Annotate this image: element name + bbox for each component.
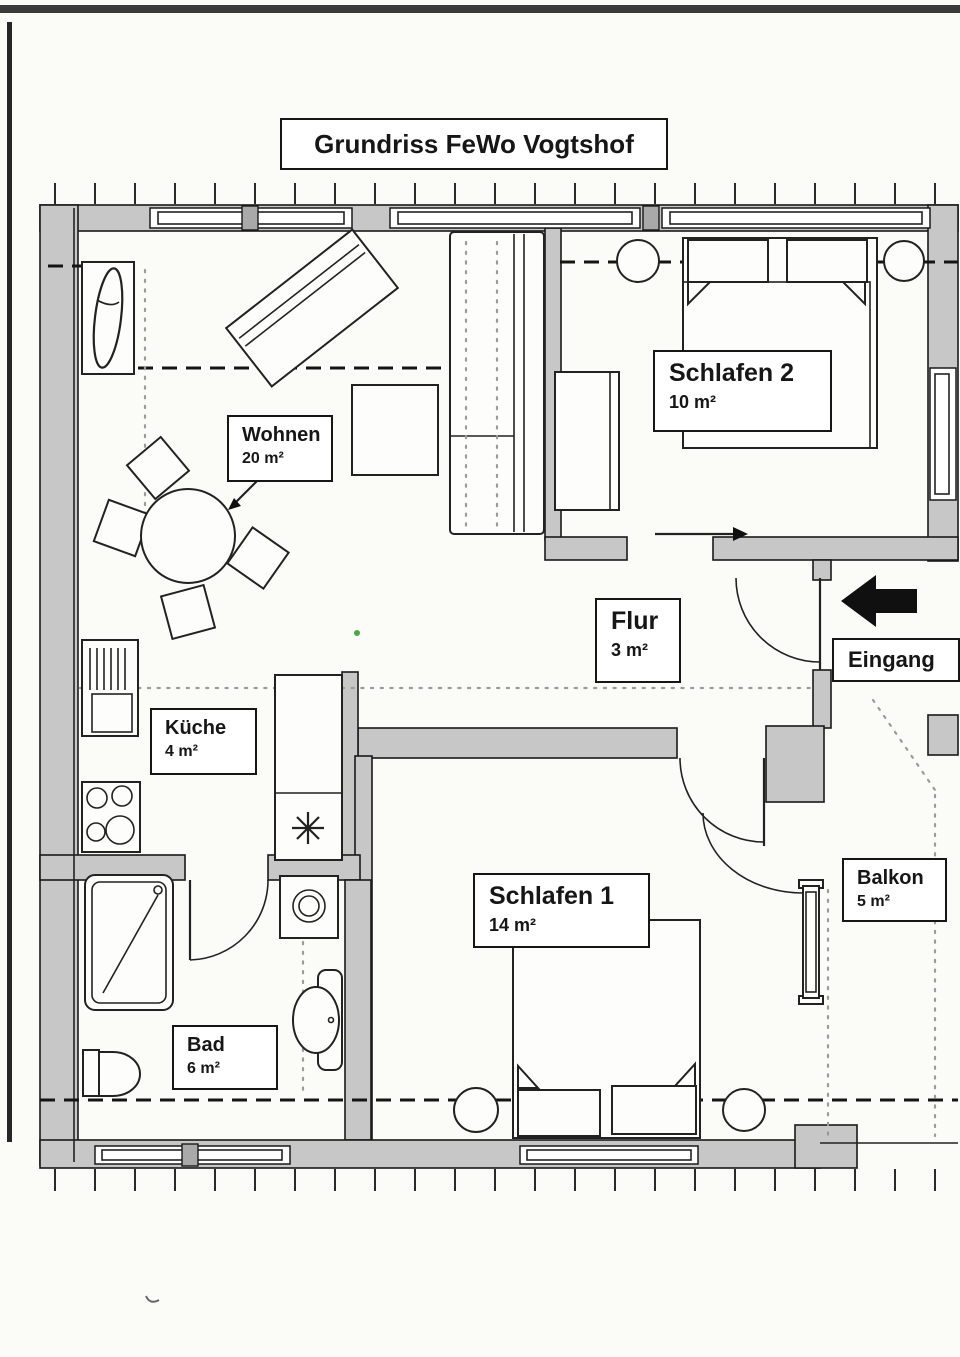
room-label-schlafen1: [473, 873, 650, 948]
room-label-schlafen2: [653, 350, 832, 432]
ruler-ticks-bottom: [55, 1169, 935, 1191]
label-pointer-line: [228, 481, 257, 510]
washing-machine: [280, 876, 338, 938]
room-name: Bad: [187, 1034, 225, 1056]
room-area: 3 m²: [611, 639, 649, 660]
entrance-door: [736, 578, 820, 670]
room-area: 14 m²: [489, 914, 537, 935]
stove: [82, 782, 140, 852]
room-label-bad: [172, 1025, 278, 1090]
room-area: 6 m²: [187, 1060, 220, 1077]
room-label-balkon: [842, 858, 947, 922]
room-name: Küche: [165, 717, 227, 739]
shower: [85, 875, 173, 1010]
desk: [82, 262, 134, 374]
entrance-label: Eingang: [832, 638, 960, 682]
room-area: 5 m²: [857, 893, 890, 910]
door-bad: [190, 880, 268, 960]
coffee-table: [352, 385, 438, 475]
windows-top: [150, 206, 930, 230]
room-label-flur: [595, 598, 681, 683]
green-speck: [354, 630, 360, 636]
room-label-kueche: [150, 708, 257, 775]
toilet: [83, 1050, 140, 1096]
room-name: Wohnen: [242, 424, 321, 446]
room-label-wohnen: [227, 415, 333, 482]
kitchen-cabinet-freezer: [275, 675, 342, 860]
plan-title: Grundriss FeWo Vogtshof: [280, 118, 668, 170]
room-name: Schlafen 1: [489, 882, 615, 910]
room-name: Flur: [611, 607, 659, 635]
room-area: 4 m²: [165, 743, 198, 760]
room-area: 10 m²: [669, 391, 717, 412]
washbasin: [293, 970, 342, 1070]
room-name: Schlafen 2: [669, 359, 795, 387]
entrance-arrow-icon: [841, 575, 917, 627]
ruler-ticks-top: [55, 183, 935, 204]
room-area: 20 m²: [242, 450, 284, 467]
wardrobe-schlafen2: [555, 372, 619, 510]
sideboard-rotated: [226, 230, 398, 387]
kitchen-sink: [82, 640, 138, 736]
window-right-schlafen2: [930, 368, 956, 500]
bed-schlafen1: [513, 920, 700, 1138]
door-marker-schlafen2: [655, 527, 748, 541]
door-schlafen1: [680, 758, 764, 846]
sofa: [450, 232, 544, 534]
room-name: Balkon: [857, 867, 924, 889]
